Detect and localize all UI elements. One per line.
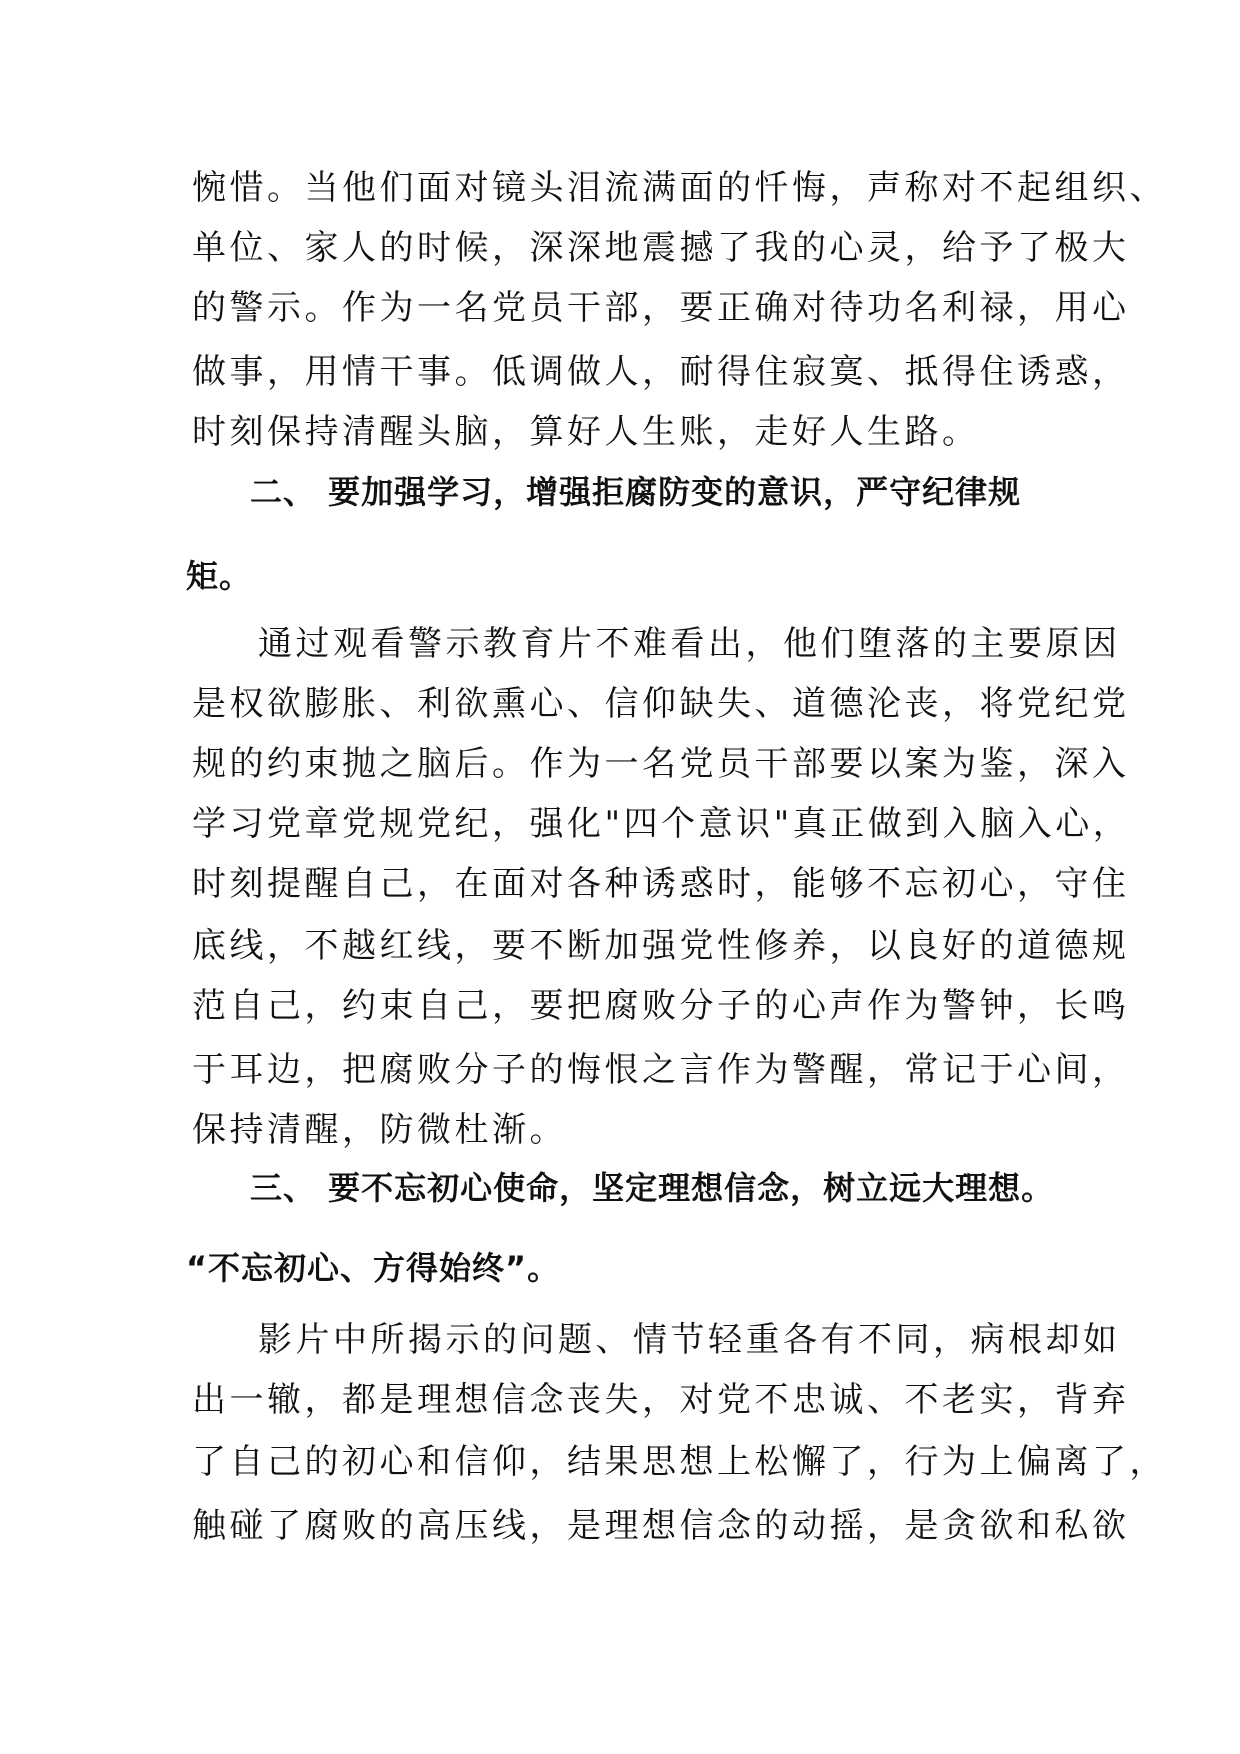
paragraph-line: 做事，用情干事。低调做人，耐得住寂寞、抵得住诱惑，: [192, 352, 1130, 392]
paragraph-line: 时刻保持清醒头脑，算好人生账，走好人生路。: [192, 412, 980, 452]
section-heading-3-continued: “不忘初心、方得始终”。: [186, 1249, 561, 1287]
paragraph-line: 于耳边，把腐败分子的悔恨之言作为警醒，常记于心间，: [192, 1050, 1130, 1090]
paragraph-line: 保持清醒，防微杜渐。: [192, 1110, 567, 1150]
paragraph-first-line: 影片中所揭示的问题、情节轻重各有不同，病根却如: [258, 1320, 1121, 1360]
paragraph-line: 规的约束抛之脑后。作为一名党员干部要以案为鉴，深入: [192, 744, 1130, 784]
paragraph-line: 出一辙，都是理想信念丧失，对党不忠诚、不老实，背弃: [192, 1380, 1130, 1420]
paragraph-line: 时刻提醒自己，在面对各种诱惑时，能够不忘初心，守住: [192, 864, 1130, 904]
section-heading-2-continued: 矩。: [186, 557, 253, 595]
paragraph-line: 底线，不越红线，要不断加强党性修养，以良好的道德规: [192, 926, 1130, 966]
paragraph-line: 惋惜。当他们面对镜头泪流满面的忏悔，声称对不起组织、: [192, 168, 1167, 208]
paragraph-line: 的警示。作为一名党员干部，要正确对待功名利禄，用心: [192, 288, 1130, 328]
section-heading-3: 三、 要不忘初心使命，坚定理想信念，树立远大理想。: [250, 1169, 1055, 1207]
paragraph-line: 范自己，约束自己，要把腐败分子的心声作为警钟，长鸣: [192, 986, 1130, 1026]
paragraph-line: 学习党章党规党纪，强化"四个意识"真正做到入脑入心，: [192, 804, 1131, 844]
paragraph-line: 单位、家人的时候，深深地震撼了我的心灵，给予了极大: [192, 228, 1130, 268]
paragraph-line: 了自己的初心和信仰，结果思想上松懈了，行为上偏离了，: [192, 1442, 1167, 1482]
paragraph-line: 是权欲膨胀、利欲熏心、信仰缺失、道德沦丧，将党纪党: [192, 684, 1130, 724]
section-heading-2: 二、 要加强学习，增强拒腐防变的意识，严守纪律规: [250, 473, 1022, 511]
paragraph-line: 触碰了腐败的高压线，是理想信念的动摇，是贪欲和私欲: [192, 1506, 1130, 1546]
paragraph-first-line: 通过观看警示教育片不难看出，他们堕落的主要原因: [258, 624, 1121, 664]
